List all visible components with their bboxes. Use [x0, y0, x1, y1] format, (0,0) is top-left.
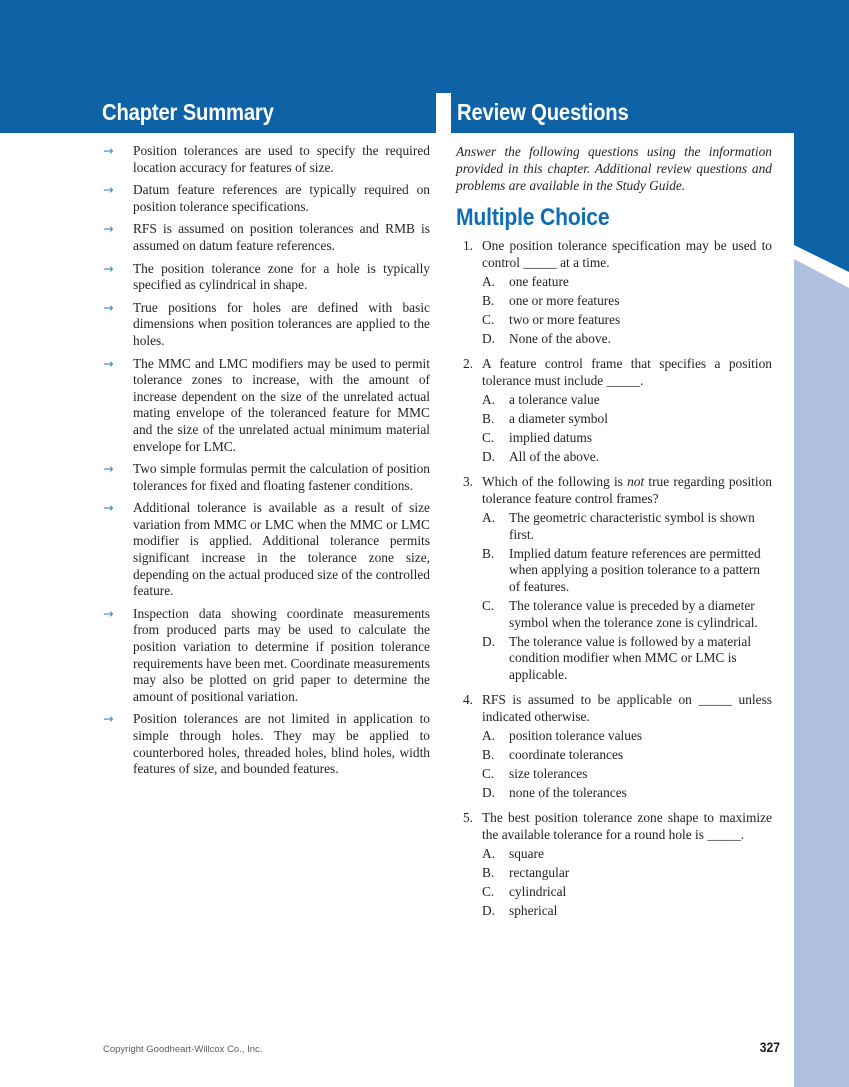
question-text: [482, 238, 772, 271]
option-text: two or more features: [509, 312, 621, 328]
option-item: [482, 331, 772, 348]
summary-bullet-text: The MMC and LMC modifiers may be used to permit tolerance zones to increase, with the amount of increase dependent on the size of the unrelated actual mating envelope of the toleranced feature for MMC and the size of the unrelated actual minimum material envelope for LMC.: [133, 355, 430, 454]
option-letter: B.: [482, 292, 495, 308]
option-item: [482, 392, 772, 409]
option-item: [482, 903, 772, 920]
question-number: 2.: [462, 356, 473, 372]
question-text: [482, 474, 772, 507]
option-item: [482, 411, 772, 428]
right-edge-blue-band: [794, 133, 849, 273]
question-text-part: Which of the following is: [482, 474, 628, 490]
summary-bullet-item: [103, 606, 430, 706]
summary-bullet-item: [103, 711, 430, 777]
option-letter: C.: [482, 765, 495, 781]
option-letter: B.: [482, 746, 495, 762]
option-text: a diameter symbol: [509, 411, 608, 427]
option-text: none of the tolerances: [509, 784, 627, 800]
arrow-bullet-icon: →: [103, 260, 114, 276]
question-number: 4.: [462, 691, 473, 707]
option-letter: B.: [482, 545, 495, 561]
review-questions-title: Review Questions: [457, 98, 629, 125]
option-letter: A.: [482, 391, 496, 407]
option-letter: A.: [482, 273, 496, 289]
question-item: [456, 810, 772, 922]
option-text: All of the above.: [509, 449, 599, 465]
right-edge-periwinkle-band: [794, 259, 849, 1087]
option-item: [482, 766, 772, 783]
option-letter: D.: [482, 633, 496, 649]
arrow-bullet-icon: →: [103, 299, 114, 315]
option-text: spherical: [509, 902, 558, 918]
option-item: [482, 312, 772, 329]
option-item: [482, 449, 772, 466]
chapter-summary-title: Chapter Summary: [102, 98, 274, 125]
summary-bullet-item: [103, 461, 430, 494]
option-list: [482, 392, 772, 466]
question-body: [482, 692, 772, 804]
option-letter: B.: [482, 864, 495, 880]
option-item: [482, 634, 772, 684]
summary-bullet-text: Position tolerances are not limited in application to simple through holes. They may be applied to counterbored holes, threaded holes, blind holes, width features of size, and bounded features.: [133, 711, 430, 777]
arrow-bullet-icon: →: [103, 461, 114, 477]
option-letter: D.: [482, 784, 496, 800]
option-letter: C.: [482, 430, 495, 446]
question-number: 3.: [462, 474, 473, 490]
option-text: The tolerance value is preceded by a diameter symbol when the tolerance zone is cylindrical.: [509, 597, 758, 630]
question-body: [482, 238, 772, 350]
option-item: [482, 274, 772, 291]
review-questions-header-bar: [451, 93, 849, 133]
option-text: implied datums: [509, 430, 592, 446]
option-letter: B.: [482, 411, 495, 427]
option-item: [482, 598, 772, 631]
question-body: [482, 810, 772, 922]
option-text: The geometric characteristic symbol is shown first.: [509, 510, 755, 542]
summary-bullet-item: [103, 356, 430, 456]
intro-paragraph: Answer the following questions using the information provided in this chapter. Additional review questions and problems are available in the Study Guide.: [456, 144, 772, 194]
option-text: coordinate tolerances: [509, 746, 624, 762]
copyright-text: Copyright Goodheart-Willcox Co., Inc.: [103, 1044, 263, 1055]
summary-bullet-item: [103, 261, 430, 294]
summary-bullet-text: Additional tolerance is available as a result of size variation from MMC or LMC when the MMC or LMC modifier is applied. Additional tolerance permits significant increase in the tolerance zone size, depending on the actual produced size of the controlled feature.: [133, 500, 430, 599]
option-item: [482, 785, 772, 802]
option-letter: C.: [482, 597, 495, 613]
option-text: The tolerance value is followed by a material condition modifier when MMC or LMC is applicable.: [509, 633, 752, 682]
review-questions-column: [456, 143, 772, 928]
summary-bullet-text: True positions for holes are defined with basic dimensions when position tolerances are applied to the holes.: [133, 299, 430, 348]
question-body: [482, 356, 772, 468]
arrow-bullet-icon: →: [103, 500, 114, 516]
question-item: [456, 238, 772, 350]
arrow-bullet-icon: →: [103, 221, 114, 237]
option-letter: D.: [482, 902, 496, 918]
option-list: [482, 728, 772, 802]
option-text: None of the above.: [509, 331, 611, 347]
option-text: rectangular: [509, 864, 570, 880]
summary-bullet-text: The position tolerance zone for a hole is typically specified as cylindrical in shape.: [133, 260, 430, 293]
summary-bullet-text: Position tolerances are used to specify the required location accuracy for features of size.: [133, 143, 430, 175]
option-item: [482, 546, 772, 596]
chapter-summary-list: [103, 143, 430, 784]
option-item: [482, 884, 772, 901]
summary-bullet-text: Two simple formulas permit the calculation of position tolerances for fixed and floating fastener conditions.: [133, 461, 430, 493]
summary-bullet-item: [103, 182, 430, 215]
question-number: 5.: [462, 810, 473, 826]
page-number: 327: [759, 1040, 780, 1055]
summary-bullet-item: [103, 143, 430, 176]
option-item: [482, 510, 772, 543]
option-list: [482, 510, 772, 683]
summary-bullet-text: RFS is assumed on position tolerances and RMB is assumed on datum feature references.: [133, 221, 430, 253]
question-text: [482, 356, 772, 389]
option-text: Implied datum feature references are permitted when applying a position tolerance to a pattern of features.: [509, 545, 761, 594]
summary-bullet-text: Datum feature references are typically required on position tolerance specifications.: [133, 182, 430, 214]
option-item: [482, 865, 772, 882]
option-letter: D.: [482, 331, 496, 347]
question-text-part: One position tolerance specification may be used to control _____ at a time.: [482, 238, 772, 270]
question-text-part: A feature control frame that specifies a position tolerance must include _____.: [482, 356, 772, 388]
option-letter: A.: [482, 727, 496, 743]
question-item: [456, 474, 772, 686]
multiple-choice-heading: Multiple Choice: [456, 203, 610, 231]
summary-bullet-item: [103, 300, 430, 350]
question-text: [482, 692, 772, 725]
option-text: size tolerances: [509, 765, 588, 781]
arrow-bullet-icon: →: [103, 605, 114, 621]
question-body: [482, 474, 772, 686]
question-text-part: The best position tolerance zone shape to maximize the available tolerance for a round hole is _____.: [482, 810, 772, 842]
option-text: cylindrical: [509, 883, 567, 899]
option-text: one feature: [509, 273, 569, 289]
question-text-part: true regarding position tolerance feature control frames?: [482, 474, 772, 506]
summary-bullet-text: Inspection data showing coordinate measurements from produced parts may be used to calculate the position variation to determine if position tolerance requirements have been met. Coordinate measurements may also be plotted on grid paper to determine the amount of positional variation.: [133, 605, 430, 704]
summary-bullet-item: [103, 221, 430, 254]
question-item: [456, 356, 772, 468]
option-list: [482, 846, 772, 920]
question-text-emphasis: not: [627, 474, 645, 490]
top-blue-band: [0, 0, 849, 93]
option-letter: A.: [482, 510, 496, 526]
summary-bullet-item: [103, 500, 430, 600]
question-text-part: RFS is assumed to be applicable on _____ unless indicated otherwise.: [482, 691, 772, 724]
option-list: [482, 274, 772, 348]
arrow-bullet-icon: →: [103, 711, 114, 727]
option-letter: C.: [482, 883, 495, 899]
option-item: [482, 747, 772, 764]
option-letter: D.: [482, 449, 496, 465]
question-item: [456, 692, 772, 804]
arrow-bullet-icon: →: [103, 182, 114, 198]
option-text: square: [509, 845, 544, 861]
arrow-bullet-icon: →: [103, 355, 114, 371]
option-item: [482, 293, 772, 310]
chapter-summary-header-bar: [0, 93, 436, 133]
option-item: [482, 430, 772, 447]
question-number: 1.: [462, 238, 473, 254]
option-item: [482, 728, 772, 745]
question-list: [456, 238, 772, 922]
option-text: a tolerance value: [509, 391, 600, 407]
option-letter: A.: [482, 845, 496, 861]
option-letter: C.: [482, 312, 495, 328]
question-text: [482, 810, 772, 843]
arrow-bullet-icon: →: [103, 143, 114, 158]
option-item: [482, 846, 772, 863]
option-text: position tolerance values: [509, 727, 643, 743]
option-text: one or more features: [509, 292, 620, 308]
